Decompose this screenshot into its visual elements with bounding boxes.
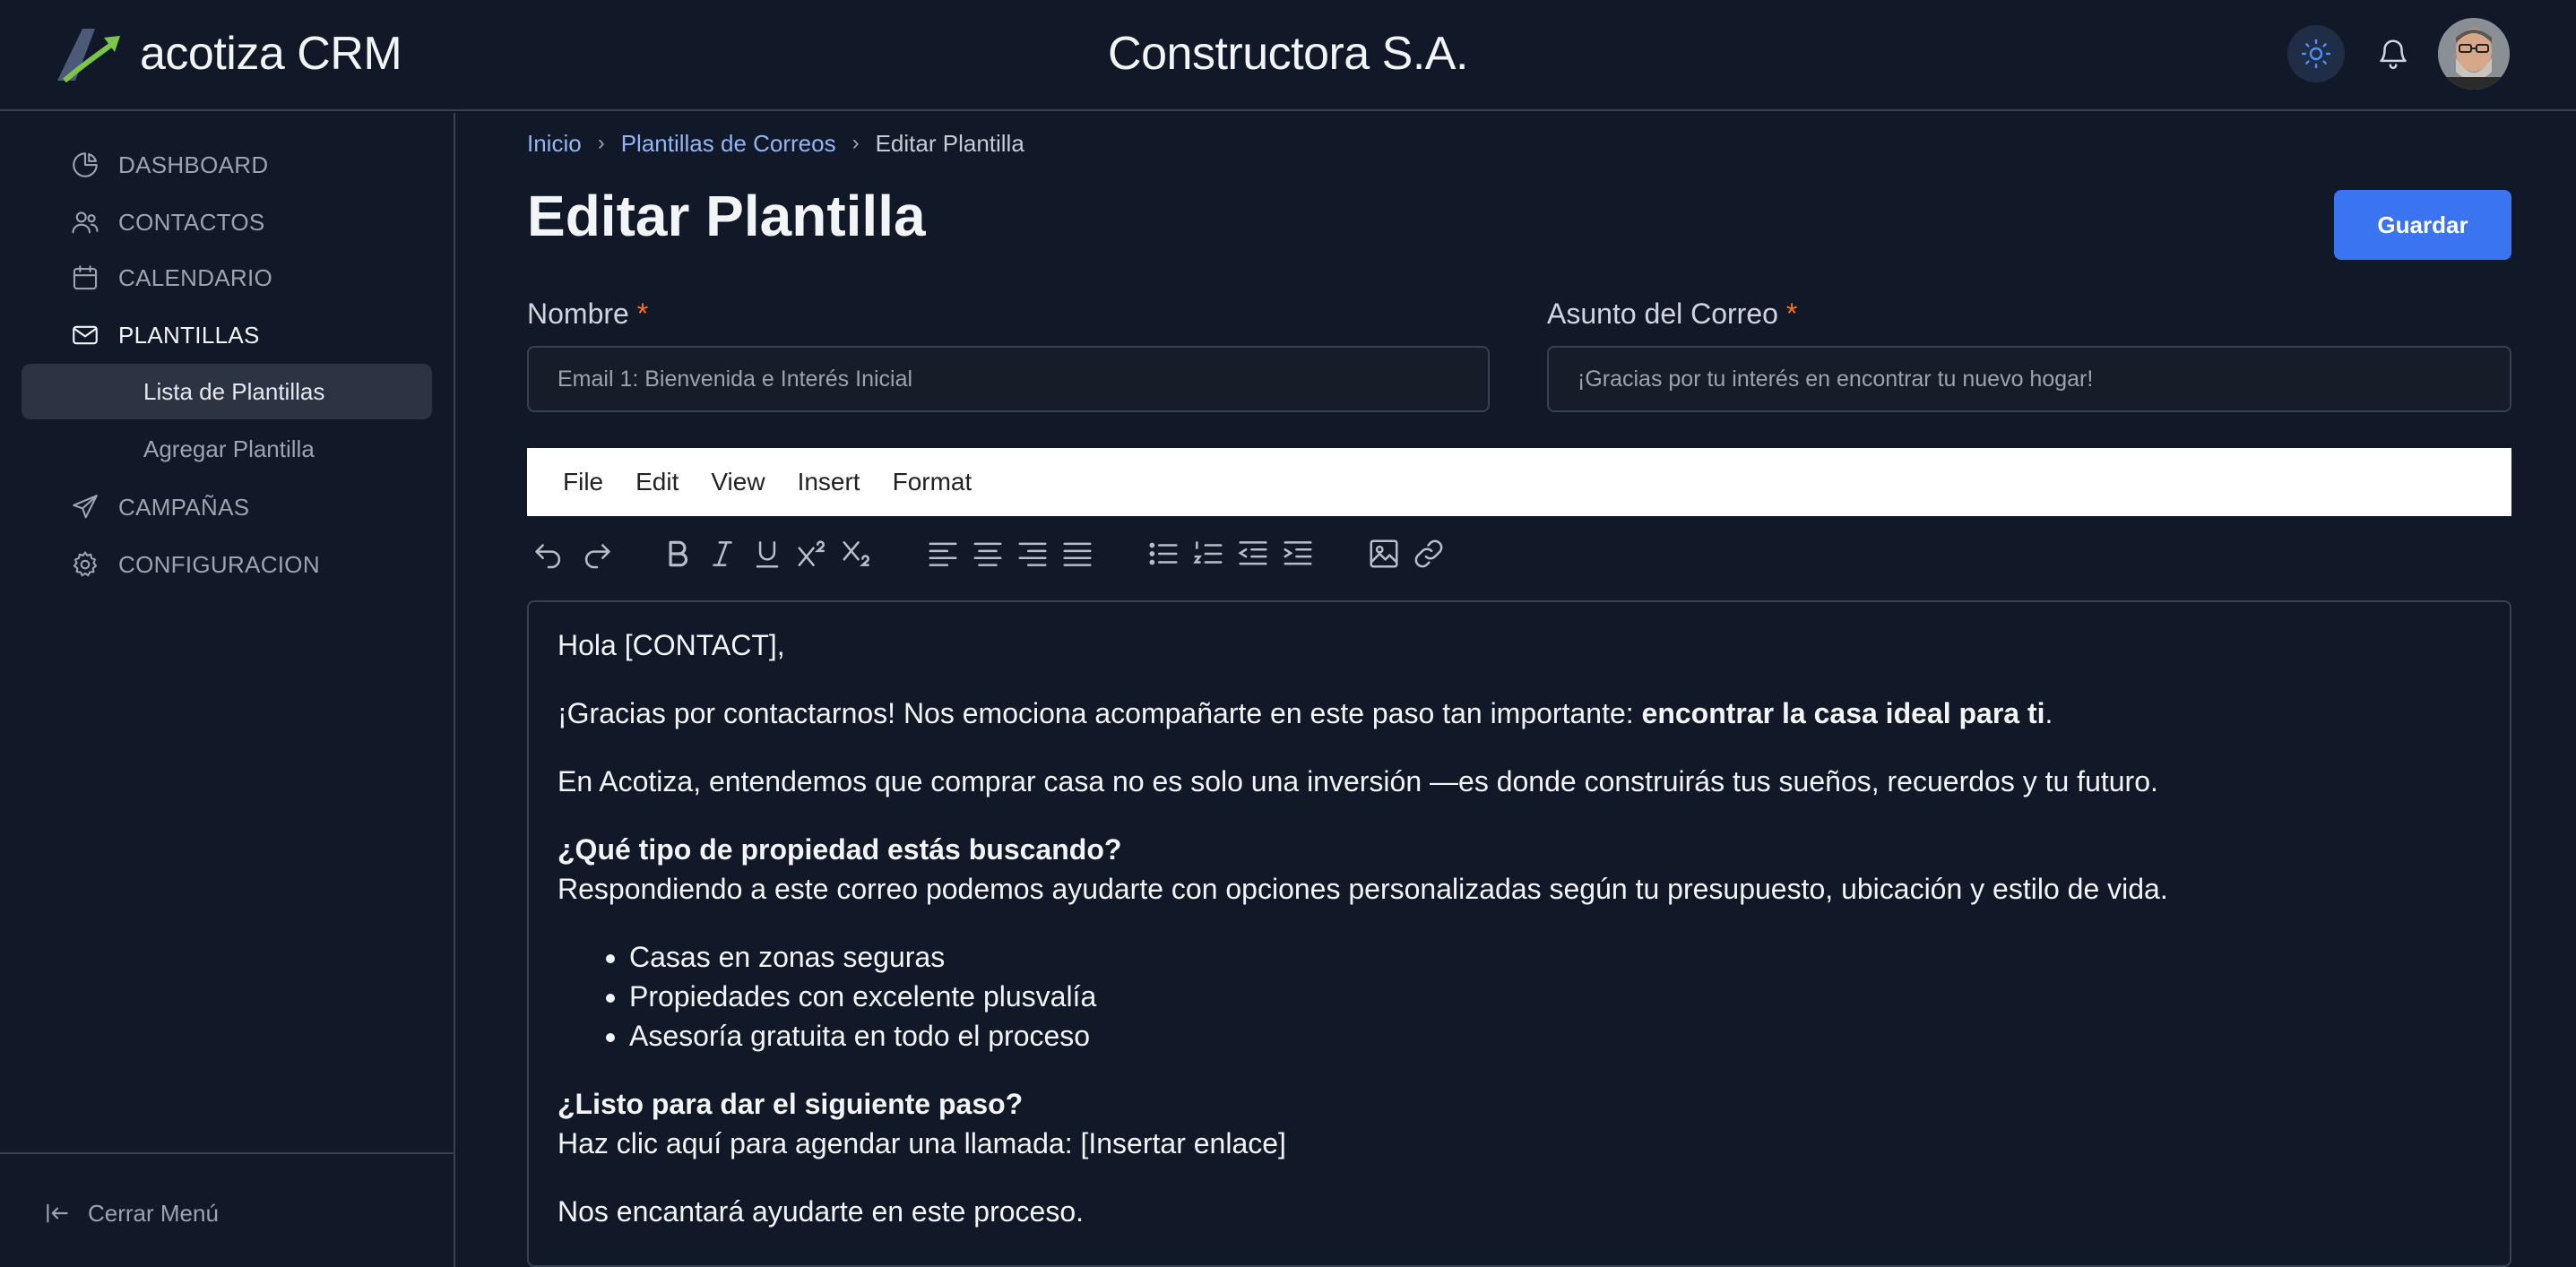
superscript-button[interactable] <box>792 534 832 573</box>
gear-icon <box>70 549 100 580</box>
image-icon <box>1367 537 1401 571</box>
align-justify-icon <box>1060 537 1094 571</box>
bullet-list-button[interactable] <box>1144 534 1183 573</box>
collapse-left-icon <box>43 1199 72 1228</box>
question-1: ¿Qué tipo de propiedad estás buscando? <box>558 833 1122 866</box>
user-avatar-icon <box>2438 18 2510 90</box>
sun-icon <box>2300 38 2332 70</box>
editor-toolbar <box>527 529 2511 579</box>
calendar-icon <box>70 263 100 293</box>
align-right-button[interactable] <box>1013 534 1052 573</box>
sidebar-item-contactos[interactable] <box>70 201 265 244</box>
align-right-icon <box>1016 537 1050 571</box>
email-paragraph-1 <box>558 694 2481 733</box>
name-field-label <box>527 297 648 331</box>
italic-button[interactable] <box>703 534 742 573</box>
sidebar-subitem-lista-de-plantillas[interactable]: Lista de Plantillas <box>22 364 432 419</box>
sidebar-item-campanas[interactable] <box>70 486 249 529</box>
undo-icon <box>532 537 566 571</box>
save-button[interactable]: Guardar <box>2334 190 2511 260</box>
menu-file[interactable]: File <box>563 468 604 496</box>
menu-view[interactable]: View <box>711 468 765 496</box>
outdent-icon <box>1236 537 1270 571</box>
theme-toggle-button[interactable] <box>2287 25 2345 82</box>
redo-icon <box>580 537 614 571</box>
sidebar-item-label: CONFIGURACION <box>118 550 320 578</box>
sidebar-item-configuracion[interactable] <box>70 543 320 586</box>
sidebar <box>0 113 455 1267</box>
p1-bold: encontrar la casa ideal para ti <box>1641 697 2045 729</box>
list-item: • Casas en zonas seguras <box>629 937 2481 977</box>
top-header <box>0 0 2576 111</box>
subject-input[interactable] <box>1547 346 2511 412</box>
send-icon <box>70 492 100 522</box>
bold-button[interactable] <box>658 534 697 573</box>
sidebar-subitem-agregar-plantilla[interactable]: Agregar Plantilla <box>143 435 315 462</box>
avatar[interactable] <box>2438 18 2510 90</box>
superscript-icon <box>795 537 829 571</box>
close-menu-label: Cerrar Menú <box>88 1199 219 1227</box>
name-input[interactable] <box>527 346 1490 412</box>
menu-insert[interactable]: Insert <box>797 468 860 496</box>
insert-link-button[interactable] <box>1409 534 1448 573</box>
sidebar-item-label: DASHBOARD <box>118 151 269 178</box>
email-paragraph-3 <box>558 830 2481 909</box>
subject-label-text: Asunto del Correo <box>1547 297 1778 330</box>
align-center-icon <box>971 537 1005 571</box>
indent-button[interactable] <box>1278 534 1318 573</box>
close-menu-button[interactable] <box>43 1194 219 1233</box>
align-center-button[interactable] <box>968 534 1007 573</box>
required-mark: * <box>636 297 649 330</box>
question-1-text: Respondiendo a este correo podemos ayudarte con opciones personalizadas según tu presupuesto, ubicación y estilo de vida. <box>558 873 2168 905</box>
email-body-editor[interactable] <box>527 600 2511 1267</box>
align-justify-button[interactable] <box>1058 534 1097 573</box>
sidebar-item-label: CAMPAÑAS <box>118 493 250 521</box>
editor-menubar <box>527 448 2511 516</box>
pie-chart-icon <box>70 150 100 180</box>
email-closing: Nos encantará ayudarte en este proceso. <box>558 1195 1085 1228</box>
numbered-list-button[interactable] <box>1189 534 1228 573</box>
bell-icon <box>2376 37 2410 71</box>
subscript-icon <box>840 537 874 571</box>
undo-button[interactable] <box>529 534 568 573</box>
breadcrumb-section-link[interactable]: Plantillas de Correos <box>620 129 836 157</box>
required-mark: * <box>1785 297 1798 330</box>
benefits-list <box>558 937 2481 1056</box>
sidebar-divider <box>0 1152 454 1154</box>
numbered-list-icon <box>1191 537 1225 571</box>
bold-icon <box>661 537 695 571</box>
menu-edit[interactable]: Edit <box>635 468 679 496</box>
redo-button[interactable] <box>577 534 617 573</box>
p1-text: ¡Gracias por contactarnos! Nos emociona acompañarte en este paso tan importante: <box>558 697 1642 729</box>
p1-end: . <box>2044 697 2053 729</box>
breadcrumb <box>527 127 1024 159</box>
sidebar-item-calendario[interactable] <box>70 256 272 299</box>
breadcrumb-home-link[interactable]: Inicio <box>527 129 582 157</box>
app-name: acotiza CRM <box>140 28 402 80</box>
email-paragraph-4 <box>558 1084 2481 1163</box>
subscript-button[interactable] <box>837 534 877 573</box>
menu-format[interactable]: Format <box>892 468 972 496</box>
underline-button[interactable] <box>748 534 787 573</box>
insert-image-button[interactable] <box>1364 534 1404 573</box>
notifications-button[interactable] <box>2366 27 2420 81</box>
link-icon <box>1412 537 1446 571</box>
sidebar-item-plantillas[interactable] <box>70 314 260 357</box>
italic-icon <box>705 537 739 571</box>
align-left-button[interactable] <box>923 534 963 573</box>
bullet-list-icon <box>1146 537 1180 571</box>
indent-icon <box>1281 537 1315 571</box>
sidebar-item-label: PLANTILLAS <box>118 321 260 349</box>
company-name: Constructora S.A. <box>1108 28 1468 80</box>
question-2-text: Haz clic aquí para agendar una llamada: [Insertar enlace] <box>558 1127 1286 1159</box>
underline-icon <box>750 537 784 571</box>
email-greeting: Hola [CONTACT], <box>558 629 785 661</box>
sidebar-item-label: CALENDARIO <box>118 263 273 291</box>
users-icon <box>70 207 100 237</box>
subject-field-label <box>1547 297 1797 331</box>
name-label-text: Nombre <box>527 297 629 330</box>
breadcrumb-current: Editar Plantilla <box>875 129 1024 157</box>
align-left-icon <box>926 537 960 571</box>
list-item: • Propiedades con excelente plusvalía <box>629 977 2481 1016</box>
chevron-right-icon: › <box>597 131 605 155</box>
sidebar-item-dashboard[interactable] <box>70 143 268 186</box>
outdent-button[interactable] <box>1233 534 1273 573</box>
page-title: Editar Plantilla <box>527 184 926 248</box>
mail-icon <box>70 320 100 350</box>
email-paragraph-2: En Acotiza, entendemos que comprar casa no es solo una inversión —es donde construirás tus sueños, recuerdos y tu futuro. <box>558 765 2158 797</box>
chevron-right-icon: › <box>851 131 860 155</box>
sidebar-item-label: CONTACTOS <box>118 208 265 236</box>
list-item: • Asesoría gratuita en todo el proceso <box>629 1016 2481 1056</box>
question-2: ¿Listo para dar el siguiente paso? <box>558 1088 1024 1120</box>
